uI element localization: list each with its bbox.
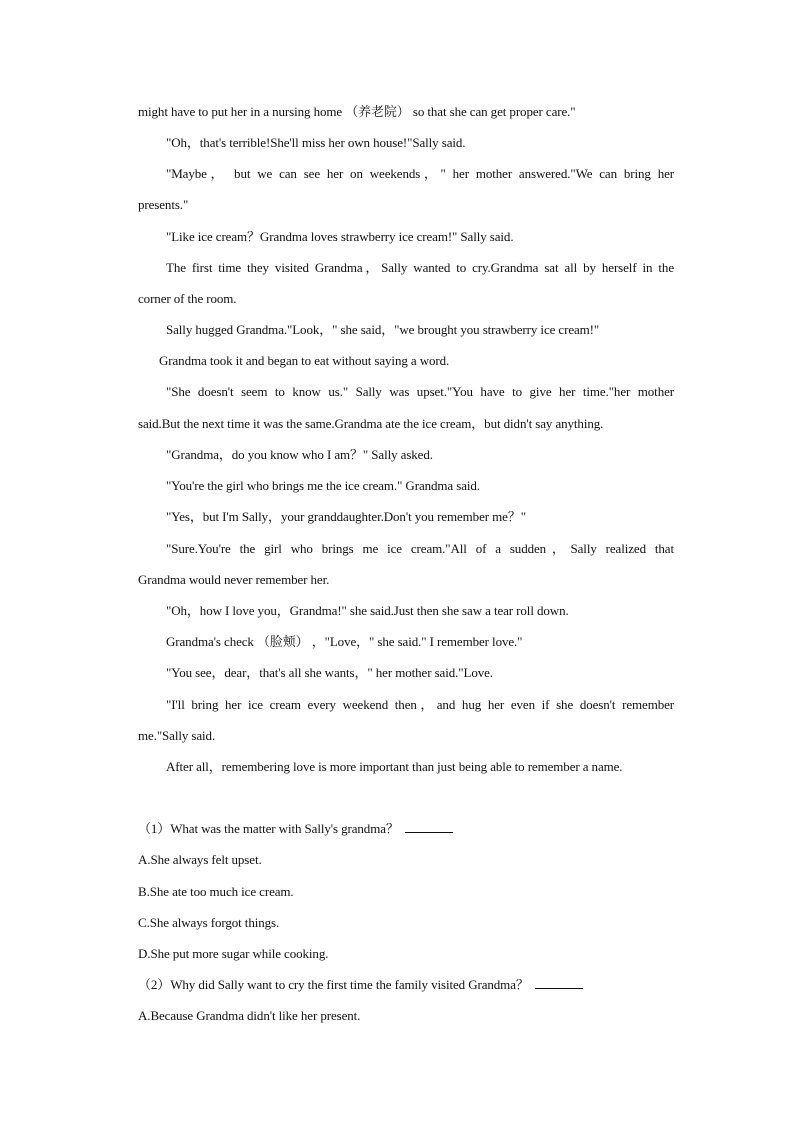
passage-line-7: corner of the room. [138,291,237,306]
passage-line-8: Sally hugged Grandma."Look，" she said，"we brought you strawberry ice cream!" [166,322,600,337]
passage-line-9: Grandma took it and began to eat without saying a word. [159,353,450,368]
passage-line-11: said.But the next time it was the same.Grandma ate the ice cream，but didn't say anything. [138,416,604,431]
passage-line-13: "You're the girl who brings me the ice cream." Grandma said. [166,478,480,493]
passage-line-14: "Yes，but I'm Sally，your granddaughter.Don't you remember me？" [166,509,526,524]
passage-line-3: "Maybe， but we can see her on weekends，" her mother answered."We can bring her [166,166,674,181]
question-1-text: （1）What was the matter with Sally's grandma？ [138,821,399,836]
passage-line-17: "Oh，how I love you，Grandma!" she said.Just then she saw a tear roll down. [166,603,569,618]
passage-line-6: The first time they visited Grandma，Sally wanted to cry.Grandma sat all by herself in the [166,260,674,275]
answer-blank-2[interactable] [535,977,583,989]
question-1-option-c: C.She always forgot things. [138,915,280,930]
passage-line-20: "I'll bring her ice cream every weekend then，and hug her even if she doesn't remember [166,697,674,712]
question-1-stem [138,821,674,837]
question-2-text: （2）Why did Sally want to cry the first time the family visited Grandma？ [138,977,529,992]
passage-line-1: might have to put her in a nursing home （养老院） so that she can get proper care." [138,104,576,119]
passage-line-22: After all，remembering love is more important than just being able to remember a name. [166,759,623,774]
passage-line-10: "She doesn't seem to know us." Sally was upset."You have to give her time."her mother [166,384,674,399]
question-1-option-b: B.She ate too much ice cream. [138,884,294,899]
passage-line-12: "Grandma，do you know who I am？" Sally asked. [166,447,433,462]
passage-line-21: me."Sally said. [138,728,216,743]
passage-line-4: presents." [138,197,189,212]
question-1-option-d: D.She put more sugar while cooking. [138,946,329,961]
passage-line-5: "Like ice cream？Grandma loves strawberry ice cream!" Sally said. [166,229,514,244]
question-1-option-a: A.She always felt upset. [138,852,262,867]
answer-blank-1[interactable] [405,821,453,833]
passage-line-15: "Sure.You're the girl who brings me ice cream."All of a sudden，Sally realized that [166,541,674,556]
passage-line-2: "Oh，that's terrible!She'll miss her own house!"Sally said. [166,135,466,150]
passage-line-19: "You see，dear，that's all she wants，" her mother said."Love. [166,665,493,680]
passage-line-18: Grandma's check （脸颊） ，"Love，" she said." I remember love." [166,634,523,649]
passage-line-16: Grandma would never remember her. [138,572,330,587]
question-2-option-a: A.Because Grandma didn't like her present. [138,1008,361,1023]
question-2-stem [138,977,674,993]
